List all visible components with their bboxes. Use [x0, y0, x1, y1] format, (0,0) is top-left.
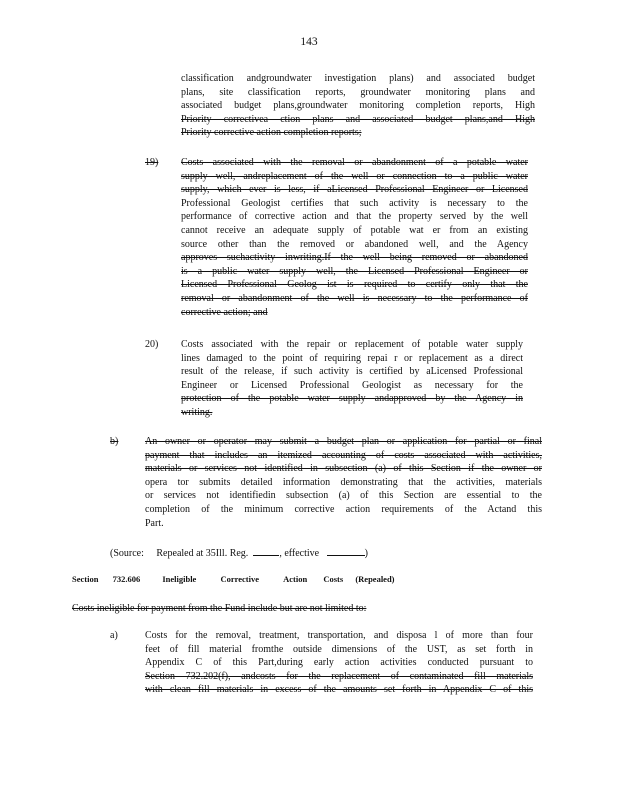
text-line-struck: An owner or operator may submit a budget plan or application for partial or final: [145, 436, 542, 447]
text-line: or services not identifiedin subsection (a) of this Section are essential to the: [145, 490, 542, 502]
text-line-struck: Priority corrective action completion reports;: [181, 127, 362, 139]
text-line: classification andgroundwater investigation plans) and associated budget: [181, 73, 535, 84]
text-line: performance of corrective action and that the property served by the well: [181, 211, 528, 223]
text-line-struck: supply, which ever is less, if aLicensed Professional Engineer or Licensed: [181, 184, 528, 196]
ineligible-intro: [72, 602, 430, 616]
text-line: plans, site classification reports, groundwater monitoring plans and: [181, 86, 535, 98]
page-number: 143: [300, 36, 318, 48]
item-19-marker: 19): [145, 157, 159, 168]
text-line-struck: Costs ineligible for payment from the Fund include but are not limited to:: [72, 603, 367, 614]
text-line-struck: Priority correctivea ction plans and associated budget plans,and High: [181, 113, 535, 125]
section-label: Section: [72, 574, 99, 584]
text-line: feet of fill material fromthe outside dimensions of the UST, as set forth in: [145, 643, 533, 655]
section-title-word: Corrective: [220, 574, 260, 584]
item-b-marker: b): [110, 436, 119, 447]
effective-date-blank: [327, 545, 365, 556]
text-line: associated budget plans,groundwater monitoring completion reports, High: [181, 100, 535, 112]
section-title-word: (Repealed): [355, 574, 395, 584]
text-line: completion of the minimum corrective action requirements of the Actand this: [145, 503, 542, 515]
text-line-struck: supply well, andreplacement of the well or connection to a public water: [181, 170, 528, 182]
item-20-text: [181, 338, 523, 420]
section-number: 732.606: [112, 574, 141, 584]
text-line-struck: is a public water supply well, the Licensed Professional Engineer or: [181, 265, 528, 277]
text-line: Appendix C of this Part,during early action activities conducted pursuant to: [145, 657, 533, 669]
source-note: [110, 545, 368, 559]
item-19-text: [181, 156, 528, 319]
text-line-struck: materials or services not identified in subsection (a) of this Section if the owner or: [145, 463, 542, 475]
text-line-struck: writing.: [181, 406, 213, 418]
section-title-word: Action: [283, 574, 308, 584]
section-heading: [72, 574, 395, 584]
text-line-struck: with clean fill materials in excess of the amounts set forth in Appendix C of this: [145, 684, 533, 696]
text-line-struck: corrective action; and: [181, 306, 268, 318]
text-line: source other than the removed or abandoned well, and the Agency: [181, 238, 528, 250]
source-suffix: ): [364, 548, 368, 559]
source-prefix: (Source:: [110, 548, 144, 559]
text-line-struck: Costs associated with the removal or abandonment of a potable water: [181, 157, 528, 168]
section-title-word: Costs: [323, 574, 344, 584]
text-line: opera tor submits detailed information demonstrating that the activities, materials: [145, 476, 542, 488]
text-line-struck: payment that includes an itemized accounting of costs associated with activities,: [145, 449, 542, 461]
text-line: lines damaged to the point of requiring repai r or replacement as a direct: [181, 352, 523, 364]
source-repealed: Repealed at 35Ill. Reg.: [156, 548, 249, 559]
source-effective: , effective: [279, 548, 320, 559]
section-title-word: Ineligible: [162, 574, 197, 584]
text-line: result of the release, if such activity is certified by aLicensed Professional: [181, 366, 523, 378]
text-line-struck: removal or abandonment of the well is necessary to the performance of: [181, 292, 528, 304]
text-line: Costs for the removal, treatment, transportation, and disposa l of more than four: [145, 630, 533, 641]
text-line: Costs associated with the repair or replacement of potable water supply: [181, 339, 523, 350]
item-b-text: [145, 435, 542, 530]
text-line: Part.: [145, 517, 164, 529]
item-a-text: [145, 629, 533, 697]
text-line-struck: Licensed Professional Geolog ist is required to certify only that the: [181, 279, 528, 291]
text-line-struck: Section 732.202(f), andcosts for the replacement of contaminated fill materials: [145, 670, 533, 682]
item-a-marker: a): [110, 630, 118, 641]
text-line-struck: protection of the potable water supply andapproved by the Agency in: [181, 393, 523, 405]
continued-paragraph: [181, 72, 535, 140]
text-line: Engineer or Licensed Professional Geologist as necessary for the: [181, 379, 523, 391]
text-line: Professional Geologist certifies that such activity is necessary to the: [181, 197, 528, 209]
text-line-struck: approves suchactivity inwriting.If the well being removed or abandoned: [181, 252, 528, 264]
item-20-marker: 20): [145, 339, 159, 350]
text-line: cannot receive an adequate supply of potable wat er from an existing: [181, 224, 528, 236]
register-volume-blank: [253, 545, 279, 556]
